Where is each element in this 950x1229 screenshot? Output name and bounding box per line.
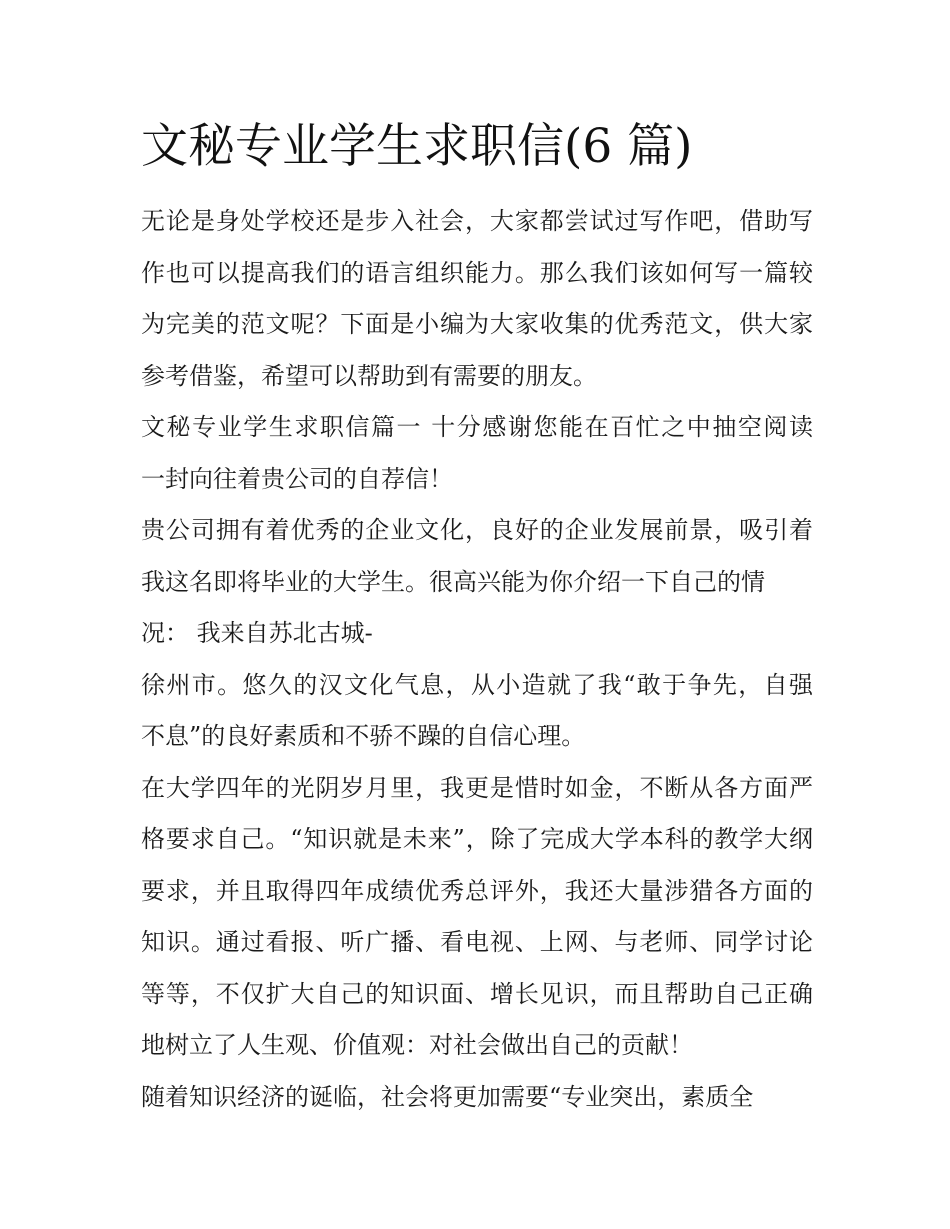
paragraph-line: 不息”的良好素质和不骄不躁的自信心理。: [141, 722, 586, 750]
paragraph-line: 为完美的范文呢？下面是小编为大家收集的优秀范文，供大家: [141, 310, 813, 338]
paragraph-line: 文秘专业学生求职信篇一 十分感谢您能在百忙之中抽空阅读: [141, 413, 813, 441]
paragraph-university: [141, 763, 813, 1072]
paragraph-company: [141, 505, 813, 660]
paragraph-intro: [141, 196, 813, 402]
paragraph-line: 况： 我来自苏北古城-: [141, 619, 373, 647]
paragraph-line: 徐州市。悠久的汉文化气息，从小造就了我“敢于争先，自强: [141, 670, 813, 699]
paragraph-line: 格要求自己。“知识就是未来”，除了完成大学本科的教学大纲: [141, 825, 813, 853]
paragraph-line: 作也可以提高我们的语言组织能力。那么我们该如何写一篇较: [141, 258, 813, 287]
document-title: 文秘专业学生求职信(6 篇): [141, 119, 693, 174]
paragraph-knowledge-economy: [141, 1072, 813, 1124]
paragraph-letter-opening: [141, 402, 813, 505]
paragraph-line: 我这名即将毕业的大学生。很高兴能为你介绍一下自己的情: [141, 567, 765, 596]
paragraph-line: 在大学四年的光阴岁月里，我更是惜时如金，不断从各方面严: [141, 773, 813, 802]
paragraph-line: 贵公司拥有着优秀的企业文化，良好的企业发展前景，吸引着: [141, 516, 813, 544]
paragraph-hometown: [141, 660, 813, 763]
document-body: [141, 196, 813, 1123]
paragraph-line: 知识。通过看报、听广播、看电视、上网、与老师、同学讨论: [141, 928, 813, 956]
paragraph-line: 地树立了人生观、价值观：对社会做出自己的贡献！: [141, 1031, 693, 1059]
paragraph-line: 随着知识经济的诞临，社会将更加需要“专业突出，素质全: [141, 1082, 754, 1111]
paragraph-line: 要求，并且取得四年成绩优秀总评外，我还大量涉猎各方面的: [141, 876, 813, 905]
paragraph-line: 等等，不仅扩大自己的知识面、增长见识，而且帮助自己正确: [141, 979, 813, 1008]
paragraph-line: 无论是身处学校还是步入社会，大家都尝试过写作吧，借助写: [141, 207, 813, 235]
paragraph-line: 一封向往着贵公司的自荐信！: [141, 464, 453, 493]
paragraph-line: 参考借鉴，希望可以帮助到有需要的朋友。: [141, 361, 597, 390]
